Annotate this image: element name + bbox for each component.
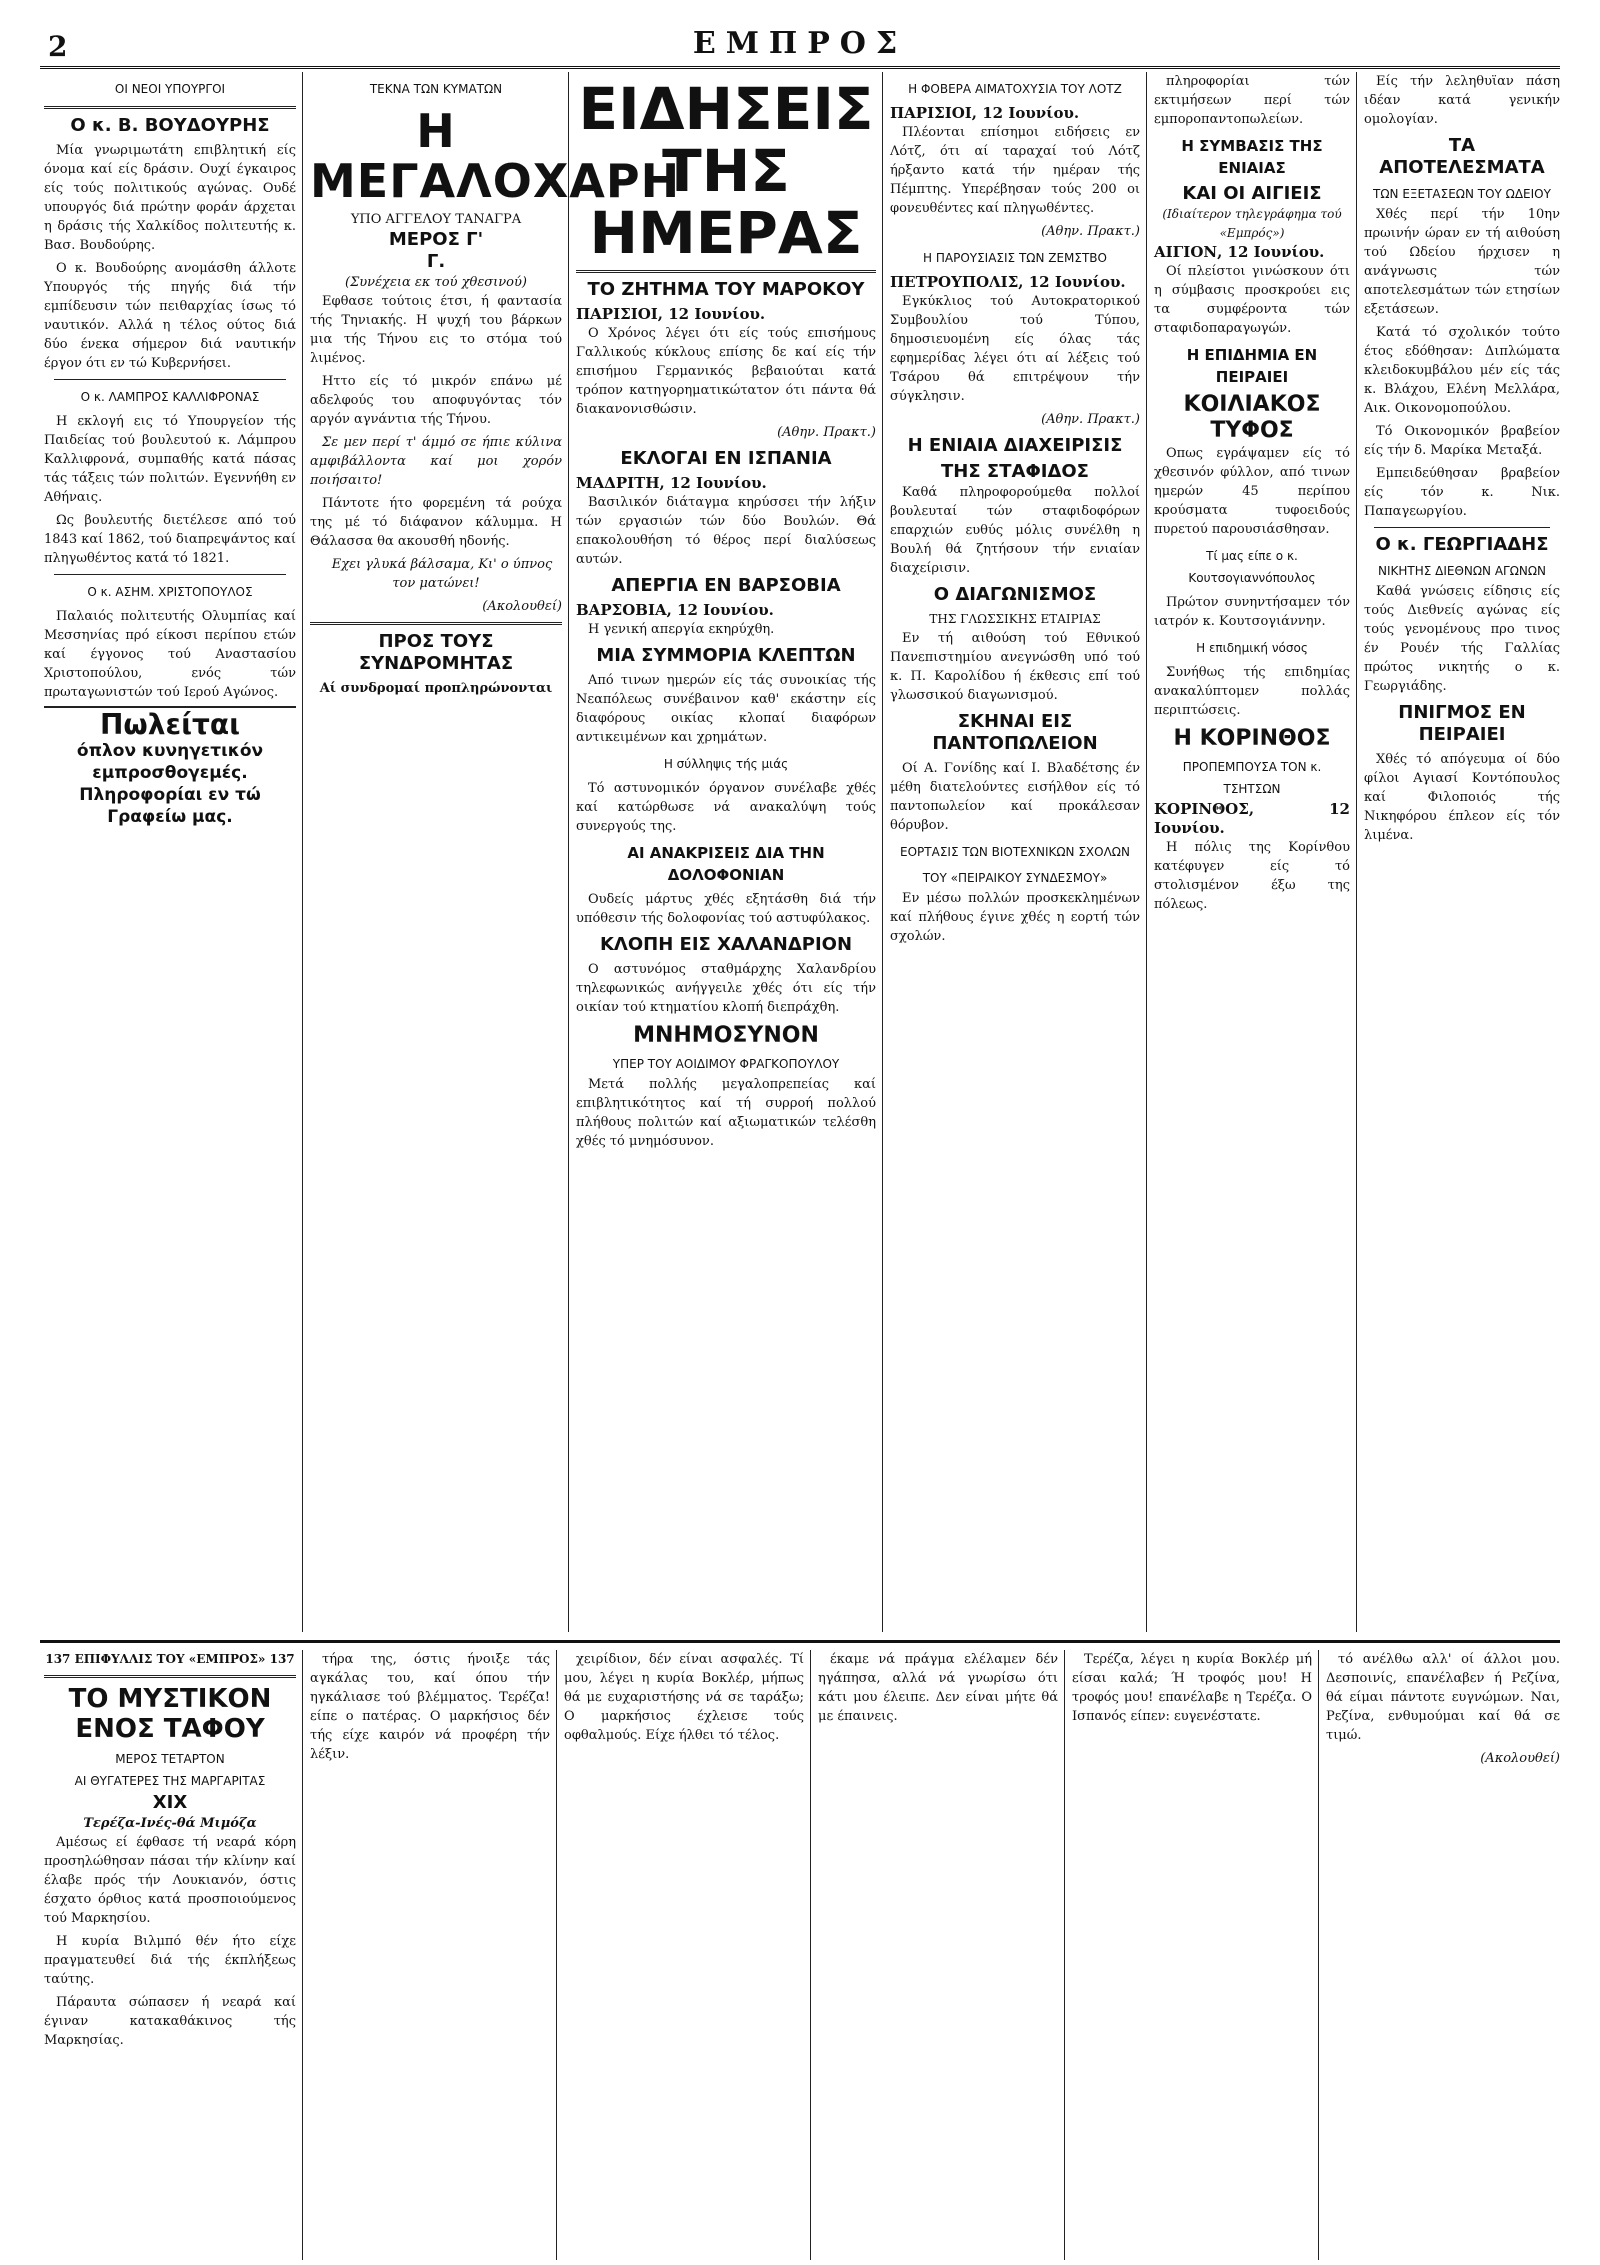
column-rule [810, 1650, 811, 2260]
verse: Εχει γλυκά βάλσαμα, Κι' ο ύπνος τον ματώνει! [331, 557, 553, 591]
paragraph: Μετά πολλής μεγαλοπρεπείας καί επιβλητικότητος καί τή συρροή πολλού πλήθους πολιτών καί αξιωματικών τελέσθη χθές τό μνημόσυνον. [576, 1077, 876, 1149]
paragraph: Μία γνωριμωτάτη επιβλητική είς όνομα καί είς δράσιν. Ουχί έγκαιρος είς τούς πολιτικούς αγώνας. Ουδέ υπουργός διά πρώτην φοράν άρχεται η δράσις τής Χαλκίδος πολιτευτής κ. Βασ. Βουδούρης. [44, 143, 296, 253]
column-politics [44, 72, 296, 1632]
headline-aigio: Η ΣΥΜΒΑΣΙΣ ΤΗΣ ΕΝΙΑΙΑΣ [1181, 137, 1323, 177]
serial-chapter: XIX [152, 1792, 188, 1813]
paragraph: Παλαιός πολιτευτής Ολυμπίας καί Μεσσηνίας πρό είκοσι περίπου ετών καί έγγονος τού Αναστασίου Χριστοπούλου, ενός τών πρωταγωνιστών τού Ιερού Αγώνος. [44, 609, 296, 700]
divider [54, 574, 286, 575]
to-be-continued: (Ακολουθεί) [482, 599, 562, 614]
headline-currant: Η ΕΝΙΑΙΑ ΔΙΑΧΕΙΡΙΣΙΣ [907, 435, 1123, 456]
paragraph: Είς τήν λεληθυϊαν πάση ιδέαν κατά γενικήν ομολογίαν. [1364, 74, 1560, 127]
serial-subtitle: ΑΙ ΘΥΓΑΤΕΡΕΣ ΤΗΣ ΜΑΡΓΑΡΙΤΑΣ [74, 1774, 266, 1788]
paragraph: τήρα της, όστις ήνοιξε τάς αγκάλας του, καί όπου τήν ηγκάλιασε τού βλέμματος. Τερέζα! είπε ο πατέρας. Ο μαρκήσιος δέν τής είχε καιρόν νά προφέρη τήν λέξιν. [310, 1652, 550, 1762]
paragraph: Εν μέσω πολλών προσκεκλημένων καί πλήθους έγινε χθές η εορτή τών σχολών. [890, 891, 1140, 944]
source: (Αθην. Πρακτ.) [1041, 412, 1140, 427]
paragraph: Πρώτον συνηντήσαμεν τόν ιατρόν κ. Κουτσογιάννην. [1154, 595, 1350, 629]
paragraph: Αμέσως εί έφθασε τή νεαρά κόρη προσηλώθησαν πάσαι τήν κλίνην καί έλαβε πρός τήν Λουκιανόν, όστις έσχατο όρθιος κατά προσποιούμενος τού Μαρκησίου. [44, 1835, 296, 1926]
headline-corinth: Η ΚΟΡΙΝΘΟΣ [1173, 726, 1331, 751]
column-rule [568, 72, 569, 1632]
paragraph: Ο Χρόνος λέγει ότι είς τούς επισήμους Γαλλικούς κύκλους επίσης δε καί είς τήν επισήμου Γερμανικός βεβαιούται κατά τρόπον κατηγορηματικώτατον ότι πάντα θά διακανονισθώσιν. [576, 326, 876, 417]
news-of-the-day-title: ΕΙΔΗΣΕΙΣ ΤΗΣ ΗΜΕΡΑΣ [578, 75, 874, 267]
headline-spain: ΕΚΛΟΓΑΙ ΕΝ ΙΣΠΑΝΙΑ [620, 448, 832, 469]
subhead-arrest: Η σύλληψις τής μιάς [663, 757, 789, 771]
serial-text-column [310, 1650, 550, 2260]
column-news-2 [890, 72, 1140, 1632]
serial-text-column [1072, 1650, 1312, 2260]
serial-text-column [818, 1650, 1058, 2260]
headline-georgiadis: Ο κ. ΓΕΩΡΓΙΑΔΗΣ [1375, 534, 1549, 555]
headline-grocery: ΣΚΗΝΑΙ ΕΙΣ ΠΑΝΤΟΠΩΛΕΙΟΝ [932, 711, 1098, 754]
masthead-rule [40, 66, 1560, 69]
paragraph: Ο αστυνόμος σταθμάρχης Χαλανδρίου τηλεφωνικώς ανήγγειλε χθές ότι είς τήν οικίαν τού κτηματίου κλοπή διεπράχθη. [576, 962, 876, 1015]
serial-chapter-title: Τερέζα-Ινές-θά Μιμόζα [83, 1816, 257, 1831]
dateline: ΚΟΡΙΝΘΟΣ, 12 Ιουνίου. [1154, 800, 1350, 837]
newspaper-title: ΕΜΠΡΟΣ [692, 26, 908, 61]
paragraph: Ως βουλευτής διετέλεσε από τού 1843 καί 1862, τού διαπρεψάντος καί πληγωθέντος κατά τό 1821. [44, 513, 296, 566]
novel-title: Η ΜΕΓΑΛΟΧΑΡΗ [310, 104, 681, 208]
dateline: ΠΑΡΙΣΙΟΙ, 12 Ιουνίου. [890, 104, 1080, 122]
headline-schools: ΕΟΡΤΑΣΙΣ ΤΩΝ ΒΙΟΤΕΧΝΙΚΩΝ ΣΧΟΛΩΝ [900, 845, 1130, 859]
paragraph: Κατά τό σχολικόν τούτο έτος εδόθησαν: Διπλώματα κλειδοκυμβάλου μέν είς τάς κ. Βλάχου, Ελένη Μελλάρα, Αικ. Οικονομοπούλου. [1364, 325, 1560, 416]
subhead-conservatory: ΤΩΝ ΕΞΕΤΑΣΕΩΝ ΤΟΥ ΩΔΕΙΟΥ [1373, 187, 1551, 201]
column-news-1 [576, 72, 876, 1632]
dateline: ΑΙΓΙΟΝ, 12 Ιουνίου. [1154, 243, 1325, 261]
novel-byline: ΥΠΟ ΑΓΓΕΛΟΥ ΤΑΝΑΓΡΑ [350, 212, 522, 227]
paragraph: Τό Οικονομικόν βραβείον είς τήν δ. Μαρίκα Μεταξά. [1364, 424, 1560, 458]
novel-kicker: ΤΕΚΝΑ ΤΩΝ ΚΥΜΑΤΩΝ [369, 82, 503, 96]
subhead-schools: ΤΟΥ «ΠΕΙΡΑΙΚΟΥ ΣΥΝΔΕΣΜΟΥ» [922, 871, 1108, 885]
column-rule [1356, 72, 1357, 1632]
paragraph: Η γενική απεργία εκηρύχθη. [588, 622, 775, 637]
column-news-3 [1154, 72, 1350, 1632]
subhead-typhus: ΚΟΙΛΙΑΚΟΣ ΤΥΦΟΣ [1183, 392, 1321, 443]
headline-voudouris: Ο κ. Β. ΒΟΥΔΟΥΡΗΣ [70, 115, 270, 136]
paragraph: Ουδείς μάρτυς χθές εξητάσθη διά τήν υπόθεσιν τής δολοφονίας τού αστυφύλακος. [576, 892, 876, 926]
paragraph: Καθά γνώσεις είδησις είς τούς Διεθνείς αγώνας είς τούς γενομένους προ τινος έν Ρουέν τής Γαλλίας πρώτος νικητής ο κ. Γεωργιάδης. [1364, 584, 1560, 694]
paragraph: Από τινων ημερών είς τάς συνοικίας τής Νεαπόλεως συνέβαινον καθ' εκάστην είς διαφόρους οικίας κλοπαί διαφόρων αντικειμένων και χρημάτων. [576, 673, 876, 745]
subhead-aigio: ΚΑΙ ΟΙ ΑΙΓΙΕΙΣ [1182, 183, 1322, 204]
serial-header-column [44, 1650, 296, 2260]
paragraph: Οί Α. Γονίδης καί Ι. Βλαδέτσης έν μέθη διατελούντες εισήλθον είς τό παντοπωλείον καί προκάλεσαν θόρυβον. [890, 761, 1140, 833]
paragraph: έκαμε νά πράγμα ελέλαμεν δέν ηγάπησα, αλλά νά γνωρίσω ότι κάτι μου έλειπε. Δεν είναι μήτε θά με έπαινεις. [818, 1652, 1058, 1724]
column-rule [302, 1650, 303, 2260]
serial-title: ΤΟ ΜΥΣΤΙΚΟΝ ΕΝΟΣ ΤΑΦΟΥ [68, 1684, 272, 1744]
paragraph: Εγκύκλιος τού Αυτοκρατορικού Συμβουλίου τού Τύπου, δημοσιευομένη είς όλας τάς εφημερίδας λέγει ότι αί λέξεις τού Τσάρου θά επιτρέψουν τήν σύγκλησιν. [890, 294, 1140, 404]
paragraph: Καθά πληροφορούμεθα πολλοί βουλευταί τών σταφιδοφόρων επαρχιών ευθύς μόλις συνέλθη η Βουλή θά ζητήσουν τήν ενιαίαν διαχείρισιν. [890, 485, 1140, 576]
column-rule [302, 72, 303, 1632]
paragraph: Ηττο είς τό μικρόν επάνω μέ αδελφούς του αποφυγόντας τόν αργόν αγνάντια τής Τήνου. [310, 374, 562, 427]
headline-kallifronas: Ο κ. ΛΑΜΠΡΟΣ ΚΑΛΛΙΦΡΟΝΑΣ [80, 390, 260, 404]
ad-text: όπλον κυνηγετικόν εμπροσθογεμές. Πληροφορίαι εν τώ Γραφείω μας. [76, 741, 264, 827]
column-rule [882, 72, 883, 1632]
paragraph: χειρίδιον, δέν είναι ασφαλές. Τί μου, λέγει η κυρία Βοκλέρ, μήπως θά με ευχαριστήσης νά σε ταράξω; Ο μαρκήσιος έχλεισε τούς οφθαλμούς. Είχε ήλθει τό τέλος. [564, 1652, 804, 1743]
paragraph: Η πόλις της Κορίνθου κατέφυγεν είς τό στολισμένον έξω της πόλεως. [1154, 840, 1350, 912]
novel-continuation: (Συνέχεια εκ τού χθεσινού) [345, 275, 527, 290]
divider [310, 622, 562, 625]
paragraph: Οπως εγράψαμεν είς τό χθεσινόν φύλλον, από τινων ημερών 45 περίπου κρούσματα τυφοειδούς πυρετού παρουσιάσθησαν. [1154, 446, 1350, 537]
to-be-continued: (Ακολουθεί) [1480, 1751, 1560, 1766]
paragraph: Χθές περί τήν 10ην πρωινήν ώραν εν τή αιθούση τού Ωδείου ήρχισεν η ανάγνωσις τών αποτελεσμάτων τών ετησίων εξετάσεων. [1364, 207, 1560, 317]
paragraph: Τερέζα, λέγει η κυρία Βοκλέρ μή είσαι καλά; Ή τροφός μου! Η τροφός μου! επανέλαβε η Τερέζα. Ο Ισπανός είπεν: ευγενέστατε. [1072, 1652, 1312, 1724]
source: (Αθην. Πρακτ.) [777, 425, 876, 440]
section-kicker: ΟΙ ΝΕΟΙ ΥΠΟΥΡΓΟΙ [114, 82, 226, 96]
headline-inquiry: ΑΙ ΑΝΑΚΡΙΣΕΙΣ ΔΙΑ ΤΗΝ ΔΟΛΟΦΟΝΙΑΝ [627, 844, 825, 884]
paragraph: Οί πλείστοι γινώσκουν ότι η σύμβασις προσκρούει εις τα συμφέροντα τών σταφιδοπαραγωγών. [1154, 264, 1350, 336]
paragraph: Εν τή αιθούση τού Εθνικού Πανεπιστημίου ανεγνώσθη υπό τού κ. Π. Καρολίδου ή έκθεσις επί τού γλωσσικού διαγωνισμού. [890, 631, 1140, 703]
paragraph: Ο κ. Βουδούρης ανομάσθη άλλοτε Υπουργός τής πηγής διά τήν εμπίδευσιν τών πειθαρχίας ίσως τό ναυτικόν. Αλλά η τέλος ούτος διά δύο ένεκα σήμερον διά ναυτικήν έργον ότι εν τώ Κυβερνήσει. [44, 261, 296, 371]
headline-conservatory: ΤΑ ΑΠΟΤΕΛΕΣΜΑΤΑ [1379, 135, 1545, 178]
novel-chapter: Γ. [426, 251, 446, 272]
divider [1374, 527, 1550, 528]
paragraph: Πλέονται επίσημοι ειδήσεις εν Λότζ, ότι αί ταραχαί τού Λότζ ήρξαντο κατά τήν ημέραν τής Πέμπτης. Υπερέβησαν τούς 200 οι φονευθέντες καί πληγωθέντες. [890, 125, 1140, 216]
masthead [0, 0, 1600, 63]
headline-epidemic: Η ΕΠΙΔΗΜΙΑ ΕΝ ΠΕΙΡΑΙΕΙ [1186, 346, 1318, 386]
subhead-georgiadis: ΝΙΚΗΤΗΣ ΔΙΕΘΝΩΝ ΑΓΩΝΩΝ [1377, 564, 1547, 578]
headline-morocco: ΤΟ ΖΗΤΗΜΑ ΤΟΥ ΜΑΡΟΚΟΥ [587, 279, 865, 300]
divider [44, 106, 296, 109]
headline-warsaw: ΑΠΕΡΓΙΑ ΕΝ ΒΑΡΣΟΒΙΑ [611, 575, 841, 596]
subhead-corinth: ΠΡΟΠΕΜΠΟΥΣΑ ΤΟΝ κ. ΤΣΗΤΣΩΝ [1182, 760, 1322, 796]
dateline: ΜΑΔΡΙΤΗ, 12 Ιουνίου. [576, 474, 767, 492]
paragraph: Η κυρία Βιλμπό θέν ήτο είχε πραγματευθεί διά τής έκπλήξεως ταύτης. [44, 1934, 296, 1987]
serial-issue: 137 ΕΠΙΦΥΛΛΙΣ ΤΟΥ «ΕΜΠΡΟΣ» 137 [45, 1652, 295, 1666]
subhead-memorial: ΥΠΕΡ ΤΟΥ ΑΟΙΔΙΜΟΥ ΦΡΑΓΚΟΠΟΥΛΟΥ [612, 1057, 840, 1071]
paragraph: Πάντοτε ήτο φορεμένη τά ρούχα της μέ τό διάφανον κάλυμμα. Η Θάλασσα θα ακουσθή ηδονής. [310, 496, 562, 549]
ad-lead: Πωλείται [100, 708, 240, 741]
headline-zemstvo: Η ΠΑΡΟΥΣΙΑΣΙΣ ΤΩΝ ΖΕΜΣΤΒΟ [923, 251, 1107, 265]
paragraph: Πάραυτα σώπασεν ή νεαρά καί έγιναν κατακαθάκινος τής Μαρκησίας. [44, 1995, 296, 2048]
divider [54, 379, 286, 380]
subscribers-notice: ΠΡΟΣ ΤΟΥΣ ΣΥΝΔΡΟΜΗΤΑΣ [358, 631, 514, 674]
headline-lodz: Η ΦΟΒΕΡΑ ΑΙΜΑΤΟΧΥΣΙΑ ΤΟΥ ΛΟΤΖ [908, 82, 1122, 96]
column-rule [1146, 72, 1147, 1632]
divider [576, 270, 876, 273]
subhead-currant: ΤΗΣ ΣΤΑΦΙΔΟΣ [941, 461, 1089, 482]
column-rule [1318, 1650, 1319, 2260]
subhead-disease: Η επιδημική νόσος [1196, 641, 1308, 655]
dateline: ΠΕΤΡΟΥΠΟΛΙΣ, 12 Ιουνίου. [890, 273, 1126, 291]
column-news-4 [1364, 72, 1560, 1632]
paragraph: Εφθασε τούτοις έτσι, ή φαντασία τής Τηνιακής. Η ψυχή του βάρκων μια τής Τήνου εις το στόμα τού λιμένος. [310, 294, 562, 366]
section-rule [40, 1640, 1560, 1643]
headline-drowning: ΠΝΙΓΜΟΣ ΕΝ ΠΕΙΡΑΙΕΙ [1398, 702, 1526, 745]
column-rule [1064, 1650, 1065, 2260]
page-number: 2 [48, 30, 68, 63]
paragraph: Συνήθως τής επιδημίας ανακαλύπτομεν πολλάς περιπτώσεις. [1154, 665, 1350, 718]
paragraph: Τό αστυνομικόν όργανον συνέλαβε χθές καί κατώρθωσε νά ανακαλύψη τούς συνεργούς της. [576, 781, 876, 834]
source: (Αθην. Πρακτ.) [1041, 224, 1140, 239]
subscribers-note: Αί συνδρομαί προπληρώνονται [319, 681, 553, 696]
headline-thieves: ΜΙΑ ΣΥΜΜΟΡΙΑ ΚΛΕΠΤΩΝ [596, 645, 856, 666]
paragraph: τό ανέλθω αλλ' οί άλλοι μου. Δεσποινίς, επανέλαβεν ή Ρεζίνα, θά είμαι πάντοτε ευγνώμων. Ναι, Ρεζίνα, ενθυμούμαι καί θά σε τιμώ. [1326, 1652, 1560, 1743]
dateline: ΒΑΡΣΟΒΙΑ, 12 Ιουνίου. [576, 601, 774, 619]
headline-chalandri: ΚΛΟΠΗ ΕΙΣ ΧΑΛΑΝΔΡΙΟΝ [599, 934, 853, 955]
paragraph: Η εκλογή εις τό Υπουργείον τής Παιδείας τού βουλευτού κ. Λάμπρου Καλλιφρονά, συμπαθής κατά πάσας τάς τάξεις τών πολιτών. Εγεννήθη εν Αθήναις. [44, 414, 296, 505]
headline-christopoulos: Ο κ. ΑΣΗΜ. ΧΡΙΣΤΟΠΟΥΛΟΣ [87, 585, 253, 599]
telegram-source: (Ιδιαίτερον τηλεγράφημα τού «Εμπρός») [1162, 207, 1342, 240]
headline-contest: Ο ΔΙΑΓΩΝΙΣΜΟΣ [933, 584, 1097, 605]
classified-ad [44, 706, 296, 828]
dateline: ΠΑΡΙΣΙΟΙ, 12 Ιουνίου. [576, 305, 766, 323]
headline-memorial: ΜΝΗΜΟΣΥΝΟΝ [633, 1023, 819, 1048]
serial-text-column [564, 1650, 804, 2260]
paragraph: Εμπειδεύθησαν βραβείον είς τόν κ. Νικ. Παπαγεωργίου. [1364, 466, 1560, 519]
divider [44, 1675, 296, 1678]
subhead-interview: Τί μας είπε ο κ. Κουτσογιαννόπουλος [1188, 549, 1316, 585]
quote: Σε μεν περί τ' άμμό σε ήπιε κύλινα αμφιβάλλοντα καί μοι χορόν ποιήσαιτο! [310, 435, 562, 488]
serial-text-column [1326, 1650, 1560, 2260]
paragraph: πληροφορίαι τών εκτιμήσεων περί τών εμποροπαντοπωλείων. [1154, 74, 1350, 127]
subhead-contest: ΤΗΣ ΓΛΩΣΣΙΚΗΣ ΕΤΑΙΡΙΑΣ [929, 612, 1101, 626]
serial-part: ΜΕΡΟΣ ΤΕΤΑΡΤΟΝ [115, 1752, 225, 1766]
column-rule [556, 1650, 557, 2260]
novel-part: ΜΕΡΟΣ Γ' [388, 229, 484, 250]
paragraph: Βασιλικόν διάταγμα κηρύσσει τήν λήξιν τών εργασιών τών δύο Βουλών. Θά επακολουθήση τό θέρος περί διαλύσεως αυτών. [576, 495, 876, 567]
paragraph: Χθές τό απόγευμα οί δύο φίλοι Αγιασί Κοντόπουλος καί Φιλοποιός τής Νικηφόρου έπλεον είς τόν λιμένα. [1364, 752, 1560, 843]
